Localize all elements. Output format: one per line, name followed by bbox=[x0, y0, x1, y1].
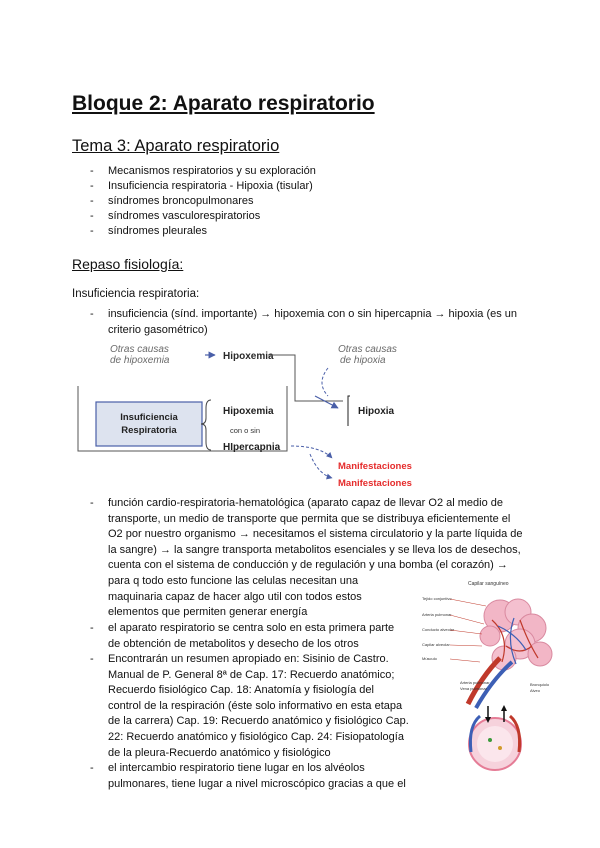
bullet-funcion-cardio: - función cardio-respiratoria-hematológica (aparato capaz de llevar O2 al medio de transporte, un medio de transporte que permita que se distribuya eficientemente el O2 por nuestro organismo → necesitamos el sistema circulatorio y la parte líquida de la sangre) → la sangre transporta metabolitos esenciales y se lleva los de desechos, cuenta con el sistema de conducción y de regulación y una bomba (el corazón) → para q todo esto funcione las celulas necesitan una maquinaria capaz de hacer algo util con todos estos elementos que permiten generar energía bbox=[90, 497, 523, 619]
intro-text: Insuficiencia respiratoria: bbox=[72, 288, 200, 300]
topic-title: Tema 3: Aparato respiratorio bbox=[72, 137, 280, 155]
diagram-con-o-sin: con o sin bbox=[230, 426, 261, 435]
figure-label: Bronquiolo bbox=[530, 682, 550, 687]
list-item: - Insuficiencia respiratoria - Hipoxia (tisular) bbox=[90, 179, 316, 194]
list-item: - síndromes broncopulmonares bbox=[90, 194, 316, 209]
figure-label: Músculo bbox=[422, 656, 437, 661]
list-item: - síndromes pleurales bbox=[90, 224, 316, 239]
diagram-hipoxia: Hipoxia bbox=[358, 406, 395, 417]
figure-label: Tejido conjuntivo bbox=[422, 596, 452, 601]
figure-label: Alveo bbox=[530, 688, 541, 693]
respiratory-failure-diagram bbox=[70, 338, 430, 490]
bullet-intercambio: - el intercambio respiratorio tiene lugar en los alvéolos pulmonares, tiene lugar a nivel microscópico gracias a que el bbox=[90, 762, 406, 790]
diagram-hipoxemia-top: Hipoxemia bbox=[223, 351, 274, 362]
diagram-insuficiencia-2: Respiratoria bbox=[121, 425, 177, 436]
alveoli-cluster-icon bbox=[480, 599, 552, 670]
alveoli-illustration bbox=[420, 576, 570, 776]
figure-label: Vena pulmonar bbox=[460, 686, 487, 691]
diagram-hipercapnia: HIpercapnia bbox=[223, 442, 281, 453]
section-heading: Repaso fisiología: bbox=[72, 256, 184, 272]
topics-list bbox=[90, 164, 316, 239]
figure-label: Arteria pulmonar bbox=[422, 612, 452, 617]
alveolus-gas-exchange-icon bbox=[469, 705, 521, 770]
figure-title: Capilar sanguíneo bbox=[468, 581, 509, 587]
diagram-insuficiencia-1: Insuficiencia bbox=[120, 412, 178, 423]
diagram-manifestaciones-2: Manifestaciones bbox=[338, 478, 412, 489]
figure-label: Capilar alveolar bbox=[422, 642, 450, 647]
diagram-otras-causas-hipoxia-2: de hipoxia bbox=[340, 355, 386, 366]
diagram-otras-causas-hipoxemia-2: de hipoxemia bbox=[110, 355, 170, 366]
list-item: - síndromes vasculorespiratorios bbox=[90, 209, 316, 224]
bullet-aparato-respiratorio: - el aparato respiratorio se centra solo en esta primera parte de obtención de metabolitos y desecho de los otros bbox=[90, 622, 395, 650]
figure-label: Conducto alveolar bbox=[422, 627, 455, 632]
list-item: - Mecanismos respiratorios y su exploración bbox=[90, 164, 316, 179]
diagram-hipoxemia: Hipoxemia bbox=[223, 406, 274, 417]
bullet-insuficiencia: - insuficiencia (sínd. importante) → hipoxemia con o sin hipercapnia → hipoxia (es un criterio gasométrico) bbox=[90, 308, 518, 336]
figure-label: Arteria pulmonar bbox=[460, 680, 490, 685]
diagram-otras-causas-hipoxemia-1: Otras causas bbox=[110, 344, 169, 355]
diagram-otras-causas-hipoxia-1: Otras causas bbox=[338, 344, 397, 355]
bullet-resumen: - Encontrarán un resumen apropiado en: Sisinio de Castro. Manual de P. General 8ª de Cap. 17: Recuerdo anatómico; Recuerdo fisiológico Cap. 18: Anatomía y fisiología del control de la respiración (éste solo informativo en esta etapa de la carrera) Cap. 19: Recuerdo anatómico y fisiológico Cap. 22: Recuerdo anatómico y fisiológico Cap. 24: Fisiopatología de la pleura-Recuerdo anatómico y fisiológico bbox=[90, 653, 409, 759]
page-title: Bloque 2: Aparato respiratorio bbox=[72, 92, 375, 115]
diagram-manifestaciones-1: Manifestaciones bbox=[338, 461, 412, 472]
